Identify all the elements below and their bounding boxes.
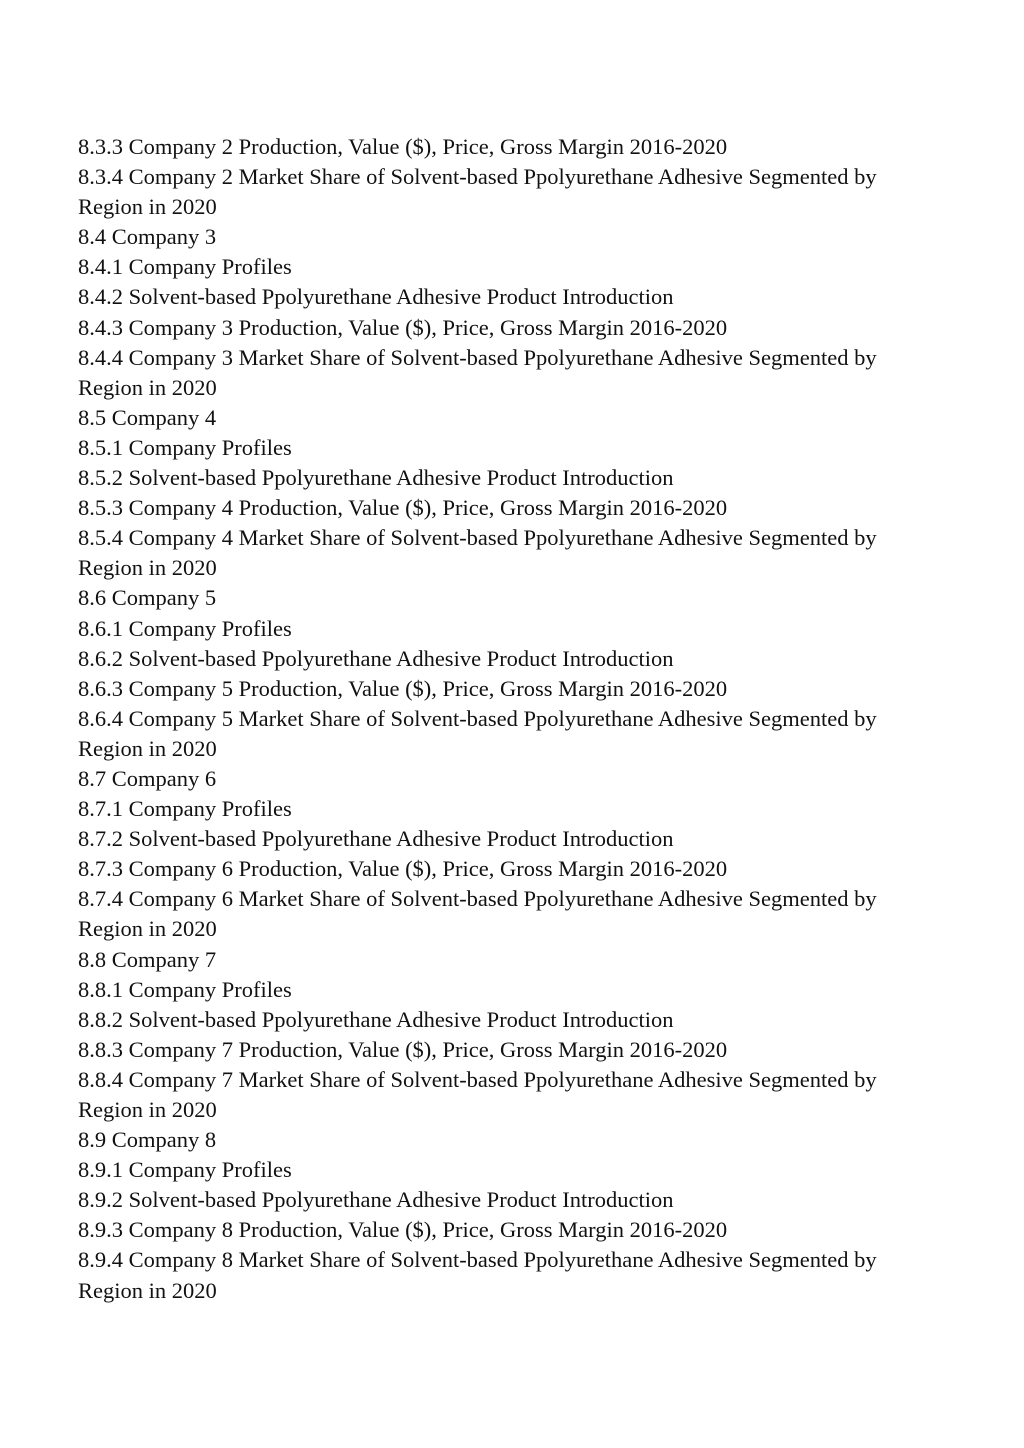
toc-line: 8.7 Company 6 bbox=[78, 765, 217, 791]
toc-line: 8.6.2 Solvent-based Ppolyurethane Adhesive Product Introduction bbox=[78, 645, 674, 671]
toc-line: 8.6.1 Company Profiles bbox=[78, 615, 292, 641]
toc-line: 8.5.4 Company 4 Market Share of Solvent-based Ppolyurethane Adhesive Segmented by bbox=[78, 525, 877, 551]
toc-line: Region in 2020 bbox=[78, 735, 217, 761]
toc-line: Region in 2020 bbox=[78, 1097, 217, 1122]
toc-line: 8.7.3 Company 6 Production, Value ($), Price, Gross Margin 2016-2020 bbox=[78, 856, 728, 882]
toc-line: 8.8.2 Solvent-based Ppolyurethane Adhesive Product Introduction bbox=[78, 1006, 674, 1032]
toc-line: Region in 2020 bbox=[78, 1277, 217, 1303]
toc-line: 8.7.4 Company 6 Market Share of Solvent-based Ppolyurethane Adhesive Segmented by bbox=[78, 886, 877, 912]
toc-line: Region in 2020 bbox=[78, 374, 217, 400]
toc-line: Region in 2020 bbox=[78, 194, 217, 220]
toc-line: 8.5.3 Company 4 Production, Value ($), Price, Gross Margin 2016-2020 bbox=[78, 495, 728, 521]
toc-line: 8.3.3 Company 2 Production, Value ($), Price, Gross Margin 2016-2020 bbox=[78, 134, 728, 159]
toc-line: 8.7.2 Solvent-based Ppolyurethane Adhesive Product Introduction bbox=[78, 826, 674, 852]
toc-line: 8.5 Company 4 bbox=[78, 404, 217, 430]
toc-line: 8.5.2 Solvent-based Ppolyurethane Adhesive Product Introduction bbox=[78, 465, 674, 491]
toc-line: 8.4.4 Company 3 Market Share of Solvent-based Ppolyurethane Adhesive Segmented by bbox=[78, 344, 877, 370]
toc-line: 8.4 Company 3 bbox=[78, 224, 217, 250]
toc-line: 8.3.4 Company 2 Market Share of Solvent-based Ppolyurethane Adhesive Segmented by bbox=[78, 164, 877, 190]
toc-line: 8.5.1 Company Profiles bbox=[78, 434, 292, 460]
toc-line: 8.8.1 Company Profiles bbox=[78, 976, 292, 1002]
toc-line: 8.4.1 Company Profiles bbox=[78, 254, 292, 280]
toc-line: 8.8.4 Company 7 Market Share of Solvent-based Ppolyurethane Adhesive Segmented by bbox=[78, 1066, 877, 1092]
toc-line: 8.6 Company 5 bbox=[78, 585, 217, 611]
toc-line: 8.4.2 Solvent-based Ppolyurethane Adhesive Product Introduction bbox=[78, 284, 674, 310]
toc-line: 8.6.3 Company 5 Production, Value ($), Price, Gross Margin 2016-2020 bbox=[78, 675, 728, 701]
toc-line: 8.9.1 Company Profiles bbox=[78, 1157, 292, 1183]
toc-line: 8.8 Company 7 bbox=[78, 946, 217, 972]
table-of-contents bbox=[78, 132, 948, 1306]
toc-line: Region in 2020 bbox=[78, 916, 217, 942]
toc-line: 8.9.2 Solvent-based Ppolyurethane Adhesive Product Introduction bbox=[78, 1187, 674, 1213]
toc-line: 8.9.3 Company 8 Production, Value ($), Price, Gross Margin 2016-2020 bbox=[78, 1217, 728, 1243]
toc-line: Region in 2020 bbox=[78, 555, 217, 581]
toc-line: 8.6.4 Company 5 Market Share of Solvent-based Ppolyurethane Adhesive Segmented by bbox=[78, 705, 877, 731]
toc-line: 8.7.1 Company Profiles bbox=[78, 796, 292, 822]
toc-line: 8.9 Company 8 bbox=[78, 1127, 217, 1153]
toc-line: 8.4.3 Company 3 Production, Value ($), Price, Gross Margin 2016-2020 bbox=[78, 314, 728, 340]
toc-line: 8.8.3 Company 7 Production, Value ($), Price, Gross Margin 2016-2020 bbox=[78, 1036, 728, 1062]
toc-line: 8.9.4 Company 8 Market Share of Solvent-based Ppolyurethane Adhesive Segmented by bbox=[78, 1247, 877, 1273]
